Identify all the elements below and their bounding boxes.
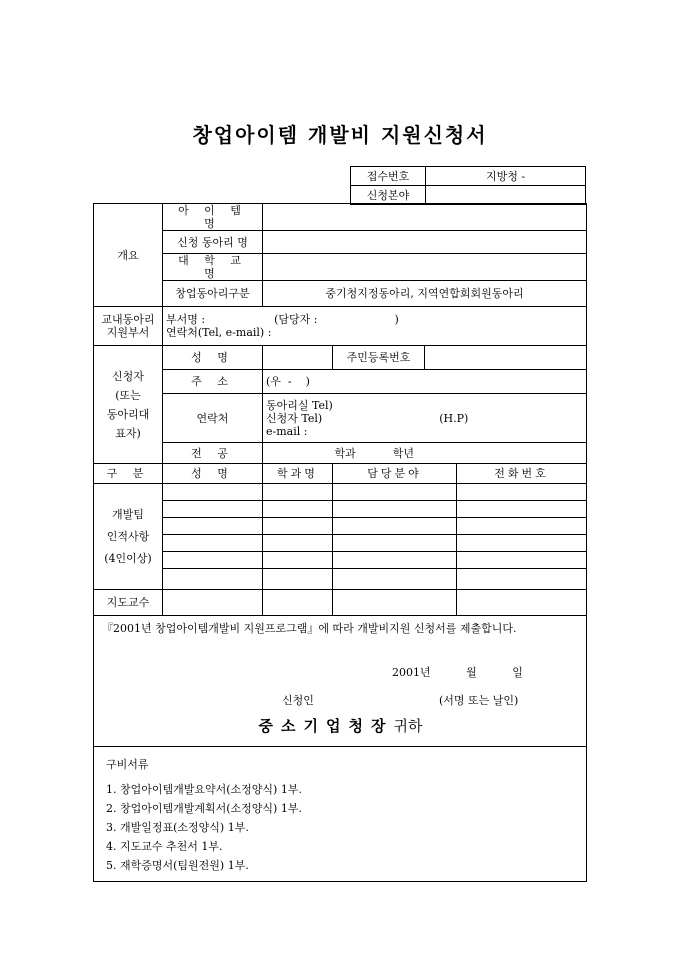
team-phone-cell[interactable] xyxy=(457,552,587,569)
required-documents-title: 구비서류 xyxy=(106,758,149,771)
dept-manager-label: (담당자 : xyxy=(274,313,318,326)
dept-label-line2: 지원부서 xyxy=(106,326,150,339)
team-label: 개발팀 인적사항 (4인이상) xyxy=(94,484,163,590)
addressee xyxy=(94,717,587,735)
team-dept-cell[interactable] xyxy=(263,569,333,590)
team-phone-cell[interactable] xyxy=(457,518,587,535)
required-documents-section xyxy=(94,747,587,882)
club-name-input[interactable] xyxy=(263,231,587,254)
application-field-input[interactable] xyxy=(426,186,586,205)
team-dept-cell[interactable] xyxy=(263,501,333,518)
receipt-number-field[interactable]: 지방청 - xyxy=(426,167,586,186)
declaration-date: 2001년 월 일 xyxy=(392,666,523,679)
dept-info[interactable]: 부서명 : (담당자 : ) 연락처(Tel, e-mail) : xyxy=(163,307,587,346)
university-name-input[interactable] xyxy=(263,254,587,281)
team-header-dept: 학과명 xyxy=(263,464,333,484)
item-name-input[interactable] xyxy=(263,204,587,231)
document-item: 5. 재학증명서(팀원전원) 1부. xyxy=(106,859,249,872)
advisor-phone-cell[interactable] xyxy=(457,590,587,616)
advisor-role-cell[interactable] xyxy=(333,590,457,616)
overview-label: 개요 xyxy=(94,204,163,307)
major-label: 전 공 xyxy=(163,443,263,464)
resident-number-input[interactable] xyxy=(425,346,587,370)
university-name-label: 대 학 교 명 xyxy=(163,254,263,281)
document-item: 1. 창업아이템개발요약서(소정양식) 1부. xyxy=(106,783,302,796)
team-role-cell[interactable] xyxy=(333,484,457,501)
receipt-table xyxy=(350,166,586,205)
application-form-table xyxy=(93,203,587,882)
team-header-name: 성 명 xyxy=(163,464,263,484)
name-input[interactable] xyxy=(263,346,333,370)
team-name-cell[interactable] xyxy=(163,552,263,569)
addressee-suffix: 귀하 xyxy=(393,717,423,735)
team-name-cell[interactable] xyxy=(163,501,263,518)
team-dept-cell[interactable] xyxy=(263,535,333,552)
application-field-label: 신청본야 xyxy=(351,186,426,205)
declaration-text: 『2001년 창업아이템개발비 지원프로그램』에 따라 개발비지원 신청서를 제출합니다. xyxy=(102,622,517,635)
team-role-cell[interactable] xyxy=(333,501,457,518)
team-dept-cell[interactable] xyxy=(263,484,333,501)
hp-label: (H.P) xyxy=(439,411,469,425)
team-name-cell[interactable] xyxy=(163,569,263,590)
team-header-category: 구 분 xyxy=(94,464,163,484)
applicant-tel-label: 신청자 Tel) xyxy=(266,411,323,425)
contact-input[interactable] xyxy=(263,394,587,443)
team-role-cell[interactable] xyxy=(333,535,457,552)
team-name-cell[interactable] xyxy=(163,484,263,501)
advisor-dept-cell[interactable] xyxy=(263,590,333,616)
email-label: e-mail : xyxy=(266,424,308,438)
applicant-label: 신청자 (또는 동아리대 표자) xyxy=(94,346,163,464)
signature-field[interactable]: (서명 또는 날인) xyxy=(439,694,519,707)
advisor-name-cell[interactable] xyxy=(163,590,263,616)
team-name-cell[interactable] xyxy=(163,518,263,535)
team-role-cell[interactable] xyxy=(333,552,457,569)
team-name-cell[interactable] xyxy=(163,535,263,552)
declaration-section xyxy=(94,616,587,747)
dept-label xyxy=(94,307,163,346)
team-phone-cell[interactable] xyxy=(457,569,587,590)
team-dept-cell[interactable] xyxy=(263,552,333,569)
document-item: 4. 지도교수 추천서 1부. xyxy=(106,840,223,853)
team-phone-cell[interactable] xyxy=(457,501,587,518)
address-label: 주 소 xyxy=(163,370,263,394)
contact-label: 연락처 xyxy=(163,394,263,443)
major-dept-label: 학과 xyxy=(334,446,356,460)
resident-number-label: 주민등록번호 xyxy=(333,346,425,370)
document-item: 2. 창업아이템개발계획서(소정양식) 1부. xyxy=(106,802,302,815)
team-header-role: 담당분야 xyxy=(333,464,457,484)
receipt-number-label: 접수번호 xyxy=(351,167,426,186)
item-name-label: 아 이 템 명 xyxy=(163,204,263,231)
major-year-label: 학년 xyxy=(392,446,415,460)
club-type-label: 창업동아리구분 xyxy=(163,281,263,307)
team-role-cell[interactable] xyxy=(333,569,457,590)
club-tel-label: 동아리실 Tel) xyxy=(266,398,333,412)
advisor-label: 지도교수 xyxy=(94,590,163,616)
dept-contact-label: 연락처(Tel, e-mail) : xyxy=(166,326,272,339)
dept-label-line1: 교내동아리 xyxy=(101,313,155,326)
major-input[interactable] xyxy=(263,443,587,464)
club-name-label: 신청 동아리 명 xyxy=(163,231,263,254)
page-title: 창업아이템 개발비 지원신청서 xyxy=(192,123,488,147)
team-header-phone: 전화번호 xyxy=(457,464,587,484)
addressee-main: 중소기업청장 xyxy=(258,717,394,735)
team-role-cell[interactable] xyxy=(333,518,457,535)
team-phone-cell[interactable] xyxy=(457,535,587,552)
team-dept-cell[interactable] xyxy=(263,518,333,535)
applicant-signature-label: 신청인 xyxy=(282,694,314,707)
team-phone-cell[interactable] xyxy=(457,484,587,501)
club-type-options[interactable]: 중기청지정동아리, 지역연합회회원동아리 xyxy=(263,281,587,307)
dept-name-label: 부서명 : xyxy=(166,313,206,326)
name-label: 성 명 xyxy=(163,346,263,370)
address-input[interactable]: (우 - ) xyxy=(263,370,587,394)
document-item: 3. 개발일정표(소정양식) 1부. xyxy=(106,821,249,834)
